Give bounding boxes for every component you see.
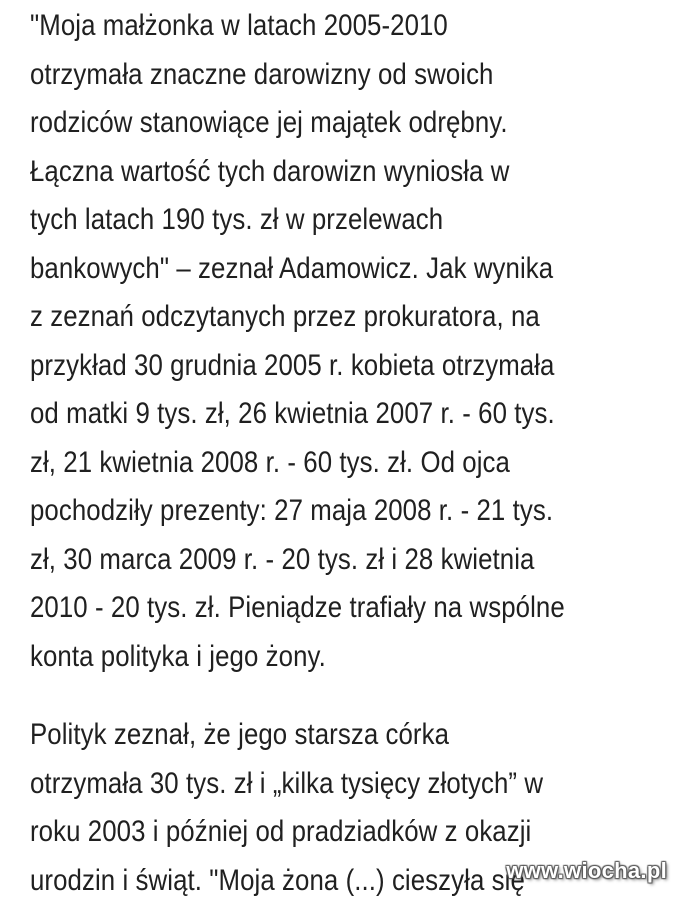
text-line: Polityk zeznał, że jego starsza córka bbox=[30, 711, 580, 760]
text-line: 2010 - 20 tys. zł. Pieniądze trafiały na wspólne bbox=[30, 584, 580, 633]
text-line: urodzin i świąt. "Moja żona (...) cieszyła się bbox=[30, 857, 580, 905]
text-line: z zeznań odczytanych przez prokuratora, na bbox=[30, 293, 580, 342]
text-line: zł, 30 marca 2009 r. - 20 tys. zł i 28 kwietnia bbox=[30, 536, 580, 585]
article-body bbox=[30, 0, 670, 905]
text-line: Łączna wartość tych darowizn wyniosła w bbox=[30, 148, 580, 197]
text-line: otrzymała znaczne darowizny od swoich bbox=[30, 51, 580, 100]
text-line: tych latach 190 tys. zł w przelewach bbox=[30, 196, 580, 245]
text-line: bankowych" – zeznał Adamowicz. Jak wynika bbox=[30, 245, 580, 294]
text-line: pochodziły prezenty: 27 maja 2008 r. - 21 tys. bbox=[30, 487, 580, 536]
text-line: otrzymała 30 tys. zł i „kilka tysięcy złotych” w bbox=[30, 760, 580, 809]
text-line: od matki 9 tys. zł, 26 kwietnia 2007 r. - 60 tys. bbox=[30, 390, 580, 439]
text-line: rodziców stanowiące jej majątek odrębny. bbox=[30, 99, 580, 148]
site-watermark: www.wiocha.pl bbox=[506, 858, 667, 884]
text-line: konta polityka i jego żony. bbox=[30, 633, 580, 682]
text-line: roku 2003 i później od pradziadków z okazji bbox=[30, 808, 580, 857]
text-line: przykład 30 grudnia 2005 r. kobieta otrzymała bbox=[30, 342, 580, 391]
text-line: zł, 21 kwietnia 2008 r. - 60 tys. zł. Od ojca bbox=[30, 439, 580, 488]
text-line: "Moja małżonka w latach 2005-2010 bbox=[30, 2, 580, 51]
paragraph-1 bbox=[30, 0, 670, 681]
